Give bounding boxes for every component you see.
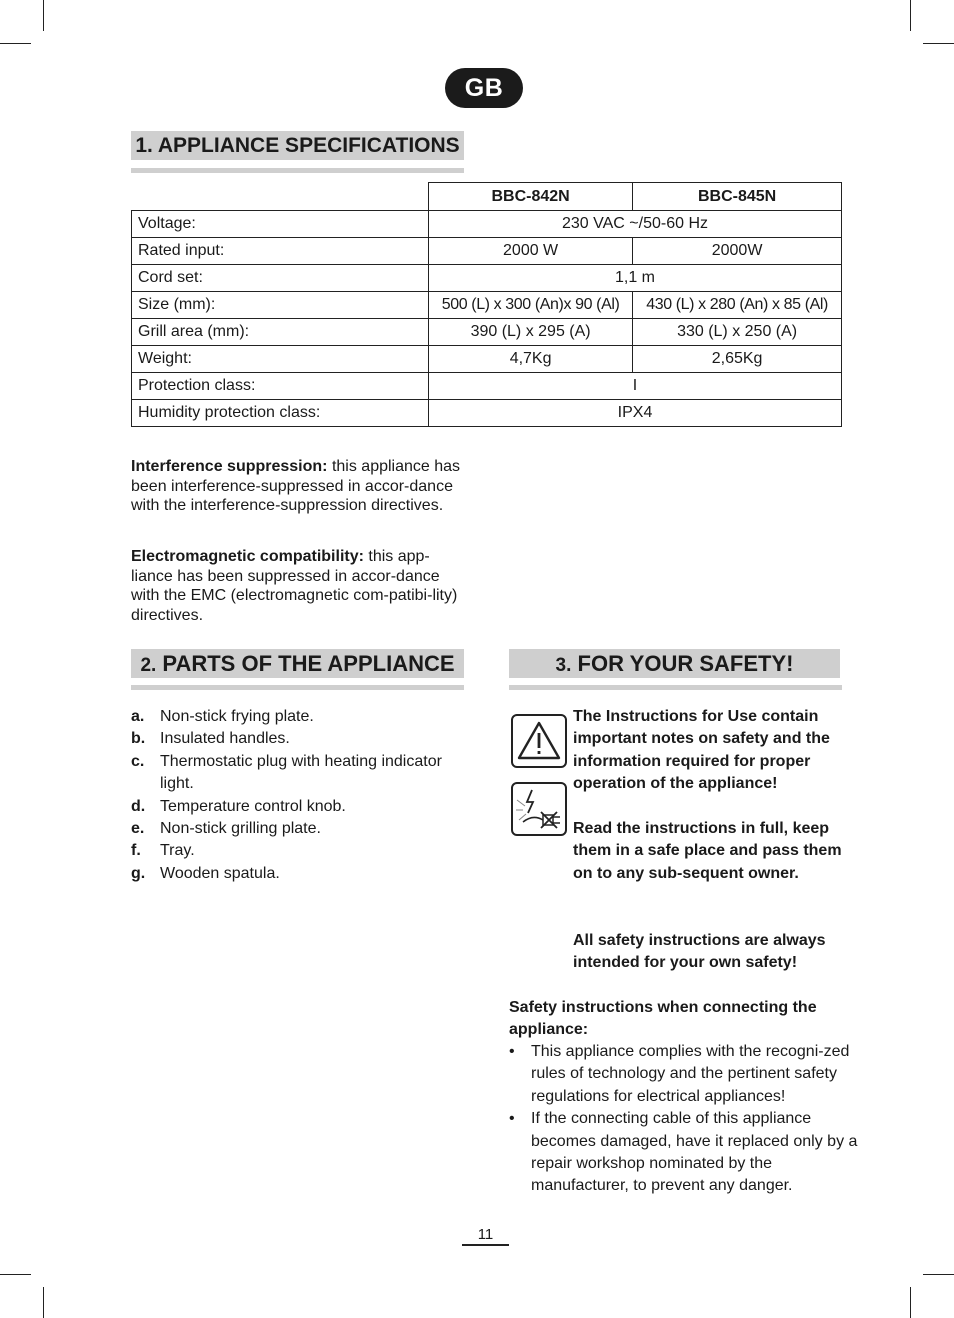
list-item — [131, 818, 471, 840]
spec-value: 230 VAC ~/50-60 Hz — [429, 211, 842, 238]
crop-mark — [923, 1274, 954, 1275]
item-key: b. — [131, 730, 146, 748]
spec-row — [132, 319, 842, 346]
item-text: Wooden spatula. — [160, 864, 280, 882]
section-2-title — [131, 649, 464, 678]
item-key: d. — [131, 797, 146, 815]
safety-bullet-list — [509, 1041, 859, 1198]
spec-label: Voltage: — [132, 211, 429, 238]
crop-mark — [43, 1287, 44, 1318]
safety-note-1: The Instructions for Use contain important notes on safety and the information required for proper operation of the appliance! — [573, 708, 830, 793]
page-number-underline — [462, 1244, 509, 1246]
list-item — [131, 706, 471, 728]
spec-row — [132, 400, 842, 427]
spec-value: I — [429, 373, 842, 400]
item-text: Non-stick grilling plate. — [160, 820, 321, 838]
spec-label: Protection class: — [132, 373, 429, 400]
item-key: e. — [131, 820, 145, 838]
crop-mark — [0, 1274, 31, 1275]
section-3-title — [509, 649, 840, 678]
spec-value: 2000W — [633, 238, 842, 265]
crop-mark — [923, 43, 954, 44]
list-item — [131, 728, 471, 750]
spec-row — [132, 238, 842, 265]
spec-value: 2000 W — [429, 238, 633, 265]
item-text: Insulated handles. — [160, 730, 290, 748]
spec-value: 2,65Kg — [633, 346, 842, 373]
item-key: c. — [131, 752, 145, 770]
bullet-text: This appliance complies with the recogni-zed rules of technology and the pertinent safety regulations for electrical appliances! — [531, 1043, 850, 1105]
list-item — [509, 1108, 859, 1198]
section-2-number: 2. — [140, 655, 157, 676]
spec-label: Humidity protection class: — [132, 400, 429, 427]
warning-triangle-icon — [511, 714, 567, 768]
spec-row — [132, 211, 842, 238]
section-3-rule — [509, 685, 842, 690]
parts-list — [131, 706, 471, 885]
spec-value: 430 (L) x 280 (An) x 85 (Al) — [633, 292, 842, 319]
connect-heading: Safety instructions when connecting the appliance: — [509, 999, 817, 1039]
crop-mark — [43, 0, 44, 31]
bullet-icon: • — [509, 1110, 515, 1128]
page-number: 11 — [477, 1226, 494, 1243]
crop-mark — [0, 43, 31, 44]
safety-note-2: Read the instructions in full, keep them in a safe place and pass them on to any sub-sequent owner. — [573, 820, 842, 882]
item-text: Temperature control knob. — [160, 797, 346, 815]
section-1-rule — [131, 168, 464, 173]
bullet-text: If the connecting cable of this appliance becomes damaged, have it replaced only by a repair workshop nominated by the manufacturer, to prevent any danger. — [531, 1110, 858, 1195]
spec-value: 1,1 m — [429, 265, 842, 292]
interference-text: this appliance has been interference-suppressed in accor-dance with the interference-suppression directives. — [131, 458, 461, 514]
item-key: a. — [131, 708, 145, 725]
spec-row — [132, 346, 842, 373]
spec-row — [132, 292, 842, 319]
emc-paragraph — [131, 547, 466, 625]
item-key: g. — [131, 864, 146, 882]
spec-label: Size (mm): — [132, 292, 429, 319]
item-text: Tray. — [160, 842, 195, 860]
spec-label: Cord set: — [132, 265, 429, 292]
model-header-1: BBC-842N — [429, 183, 633, 211]
spec-value: 500 (L) x 300 (An)x 90 (Al) — [429, 292, 633, 319]
item-key: f. — [131, 842, 141, 860]
spec-label: Grill area (mm): — [132, 319, 429, 346]
spec-value: 4,7Kg — [429, 346, 633, 373]
spec-header-blank — [132, 183, 429, 211]
safety-note-3: All safety instructions are always intended for your own safety! — [573, 932, 826, 972]
item-text: Thermostatic plug with heating indicator light. — [160, 752, 442, 793]
interference-lead: Interference suppression: — [131, 458, 328, 475]
spec-row — [132, 373, 842, 400]
list-item — [509, 1041, 859, 1108]
item-text: Non-stick frying plate. — [160, 708, 314, 725]
section-2-rule — [131, 685, 464, 690]
electric-shock-plug-icon — [511, 782, 567, 836]
emc-text: this app-liance has been suppressed in accor-dance with the EMC (electromagnetic com-patibi-lity) directives. — [131, 548, 458, 624]
spec-value: 390 (L) x 295 (A) — [429, 319, 633, 346]
section-3-number: 3. — [555, 655, 572, 676]
list-item — [131, 751, 471, 796]
language-badge: GB — [445, 68, 523, 108]
emc-lead: Electromagnetic compatibility: — [131, 548, 364, 565]
spec-label: Weight: — [132, 346, 429, 373]
crop-mark — [910, 1287, 911, 1318]
section-3-heading: FOR YOUR SAFETY! — [577, 651, 794, 676]
interference-paragraph — [131, 457, 466, 516]
list-item — [131, 863, 471, 885]
spec-table — [131, 182, 842, 427]
model-header-2: BBC-845N — [633, 183, 842, 211]
crop-mark — [910, 0, 911, 31]
list-item — [131, 796, 471, 818]
bullet-icon: • — [509, 1043, 515, 1060]
section-2-heading: PARTS OF THE APPLIANCE — [162, 651, 455, 676]
spec-row — [132, 265, 842, 292]
spec-label: Rated input: — [132, 238, 429, 265]
section-1-title: 1. APPLIANCE SPECIFICATIONS — [131, 131, 464, 160]
list-item — [131, 840, 471, 862]
spec-value: IPX4 — [429, 400, 842, 427]
spec-value: 330 (L) x 250 (A) — [633, 319, 842, 346]
